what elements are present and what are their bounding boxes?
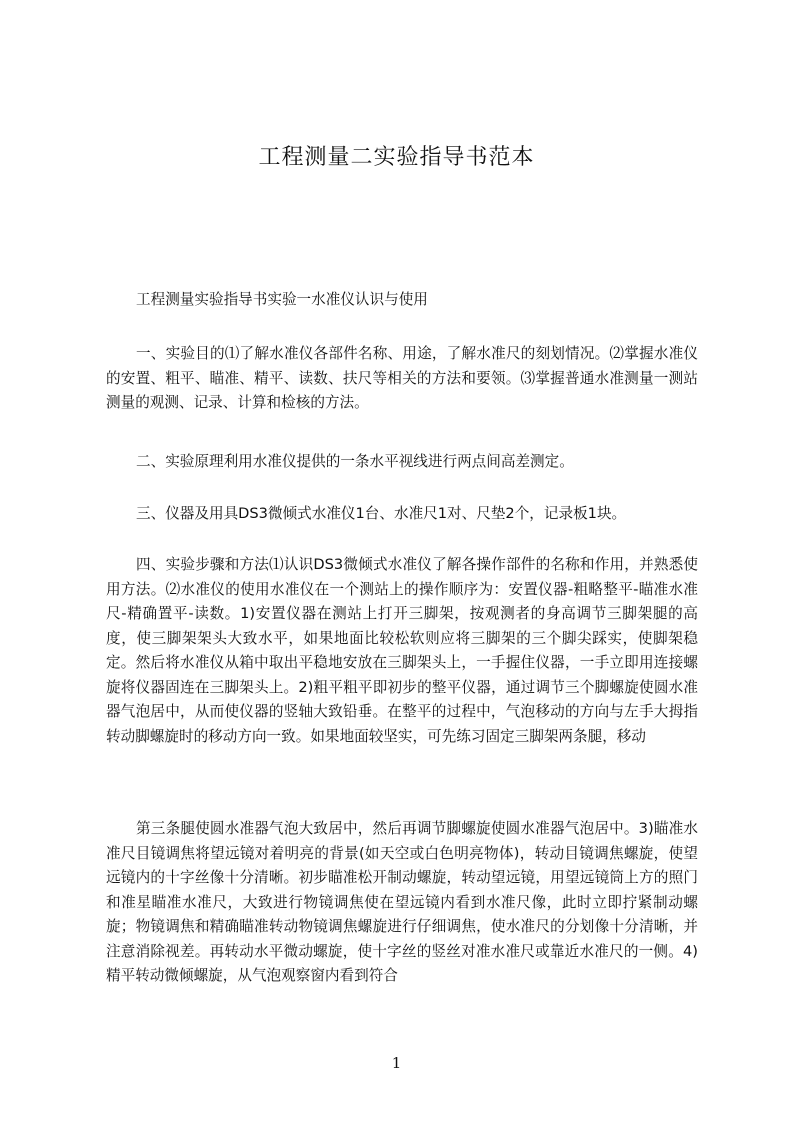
paragraph-objectives: 一、实验目的⑴了解水准仪各部件名称、用途，了解水准尺的刻划情况。⑵掌握水准仪的安置、粗平、瞄准、精平、读数、扶尺等相关的方法和要领。⑶掌握普通水准测量一测站测量的观测、记录、计算和检核的方法。 <box>106 345 698 411</box>
paragraph-steps: 四、实验步骤和方法⑴认识DS3微倾式水准仪了解各操作部件的名称和作用，并熟悉使用方法。⑵水准仪的使用水准仪在一个测站上的操作顺序为：安置仪器-粗略整平-瞄准水准尺-精确置平-读数。1)安置仪器在测站上打开三脚架，按观测者的身高调节三脚架腿的高度，使三脚架架头大致水平，如果地面比较松软则应将三脚架的三个脚尖踩实，使脚架稳定。然后将水准仪从箱中取出平稳地安放在三脚架头上，一手握住仪器，一手立即用连接螺旋将仪器固连在三脚架头上。2)粗平粗平即初步的整平仪器，通过调节三个脚螺旋使圆水准器气泡居中，从而使仪器的竖轴大致铅垂。在整平的过程中，气泡移动的方向与左手大拇指转动脚螺旋时的移动方向一致。如果地面较坚实，可先练习固定三脚架两条腿，移动 <box>106 556 698 745</box>
paragraph-steps-continued: 第三条腿使圆水准器气泡大致居中，然后再调节脚螺旋使圆水准器气泡居中。3)瞄准水准尺目镜调焦将望远镜对着明亮的背景(如天空或白色明亮物体)，转动目镜调焦螺旋，使望远镜内的十字丝像十分清晰。初步瞄准松开制动螺旋，转动望远镜，用望远镜筒上方的照门和准星瞄准水准尺，大致进行物镜调焦使在望远镜内看到水准尺像，此时立即拧紧制动螺旋；物镜调焦和精确瞄准转动物镜调焦螺旋进行仔细调焦，使水准尺的分划像十分清晰，并注意消除视差。再转动水平微动螺旋，使十字丝的竖丝对准水准尺或靠近水准尺的一侧。4)精平转动微倾螺旋，从气泡观察窗内看到符合 <box>106 820 698 984</box>
paragraph-instruments: 三、仪器及用具DS3微倾式水准仪1台、水准尺1对、尺垫2个，记录板1块。 <box>136 505 627 522</box>
paragraph-principle: 二、实验原理利用水准仪提供的一条水平视线进行两点间高差测定。 <box>136 453 574 470</box>
document-title: 工程测量二实验指导书范本 <box>258 145 535 170</box>
page-number: 1 <box>391 1054 402 1072</box>
section-subtitle: 工程测量实验指导书实验一水准仪认识与使用 <box>136 291 428 308</box>
